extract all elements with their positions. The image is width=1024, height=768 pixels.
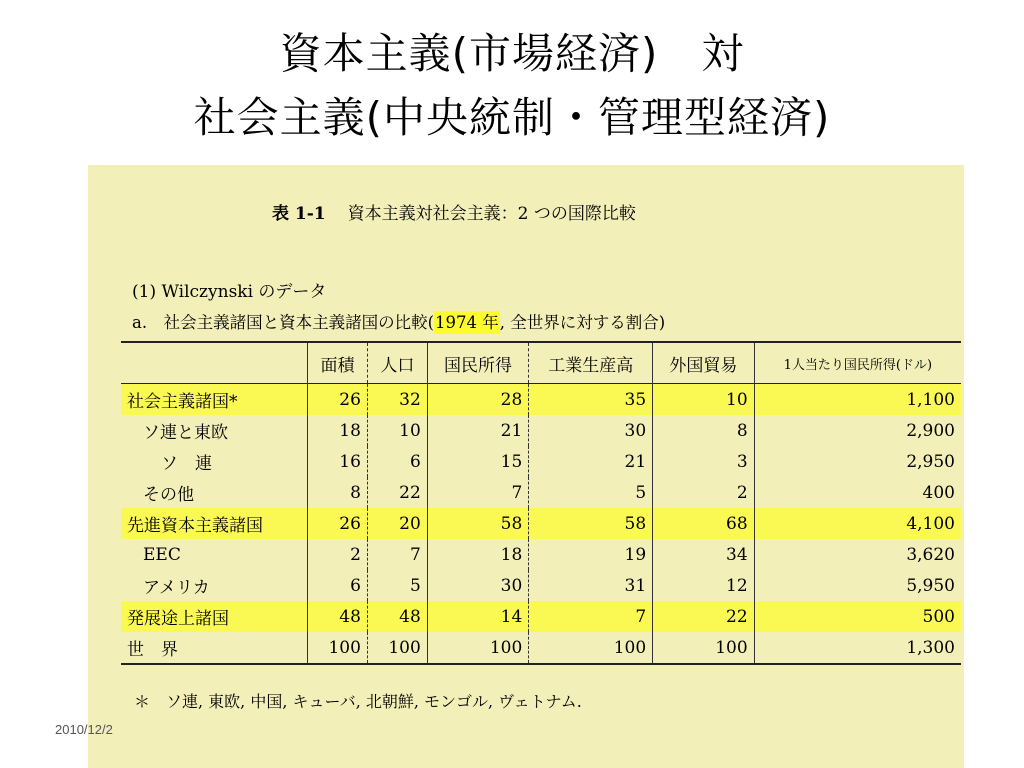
cell-foreign-trade: 10 bbox=[653, 384, 754, 416]
header-foreign-trade: 外国貿易 bbox=[653, 342, 754, 384]
cell-foreign-trade: 100 bbox=[653, 632, 754, 664]
cell-area: 48 bbox=[308, 601, 368, 632]
cell-foreign-trade: 68 bbox=[653, 508, 754, 539]
table-row bbox=[121, 632, 961, 664]
section-heading: (1) Wilczynski のデータ bbox=[132, 282, 327, 302]
cell-industrial-output: 5 bbox=[529, 477, 653, 508]
cell-area: 2 bbox=[308, 539, 368, 570]
cell-population: 7 bbox=[367, 539, 427, 570]
cell-population: 10 bbox=[367, 415, 427, 446]
cell-foreign-trade: 3 bbox=[653, 446, 754, 477]
table-row bbox=[121, 601, 961, 632]
row-label: 世 界 bbox=[127, 640, 178, 660]
cell-income-per-capita: 400 bbox=[754, 477, 961, 508]
row-label: ソ 連 bbox=[161, 454, 212, 474]
cell-industrial-output: 21 bbox=[529, 446, 653, 477]
table-number: 表 1-1 bbox=[272, 204, 326, 224]
cell-industrial-output: 7 bbox=[529, 601, 653, 632]
cell-national-income: 18 bbox=[427, 539, 528, 570]
table-row bbox=[121, 415, 961, 446]
cell-area: 26 bbox=[308, 384, 368, 416]
cell-foreign-trade: 2 bbox=[653, 477, 754, 508]
cell-income-per-capita: 1,300 bbox=[754, 632, 961, 664]
cell-national-income: 21 bbox=[427, 415, 528, 446]
cell-income-per-capita: 500 bbox=[754, 601, 961, 632]
table-header-row bbox=[121, 342, 961, 384]
table-row bbox=[121, 539, 961, 570]
cell-area: 8 bbox=[308, 477, 368, 508]
cell-national-income: 14 bbox=[427, 601, 528, 632]
cell-foreign-trade: 34 bbox=[653, 539, 754, 570]
header-label bbox=[121, 342, 308, 384]
row-label: 発展途上諸国 bbox=[121, 601, 308, 632]
cell-population: 20 bbox=[367, 508, 427, 539]
header-industrial-output: 工業生産高 bbox=[529, 342, 653, 384]
title-line-1: 資本主義(市場経済) 対 bbox=[279, 29, 745, 78]
table-row bbox=[121, 477, 961, 508]
cell-national-income: 58 bbox=[427, 508, 528, 539]
table-row bbox=[121, 570, 961, 601]
cell-income-per-capita: 2,900 bbox=[754, 415, 961, 446]
subsection-text-pre: a. 社会主義諸国と資本主義諸国の比較( bbox=[132, 313, 435, 332]
table-row bbox=[121, 446, 961, 477]
table-title: 資本主義対社会主義：2 つの国際比較 bbox=[347, 204, 636, 224]
cell-national-income: 7 bbox=[427, 477, 528, 508]
cell-income-per-capita: 4,100 bbox=[754, 508, 961, 539]
slide-date: 2010/12/2 bbox=[55, 722, 113, 737]
cell-population: 5 bbox=[367, 570, 427, 601]
cell-industrial-output: 19 bbox=[529, 539, 653, 570]
highlighted-year: 1974 年 bbox=[435, 313, 499, 332]
scanned-page-image bbox=[88, 165, 964, 768]
cell-national-income: 30 bbox=[427, 570, 528, 601]
subsection-text-post: , 全世界に対する割合) bbox=[499, 313, 666, 332]
cell-national-income: 28 bbox=[427, 384, 528, 416]
comparison-table bbox=[121, 341, 961, 665]
table-caption bbox=[272, 199, 636, 224]
cell-population: 6 bbox=[367, 446, 427, 477]
row-label: その他 bbox=[143, 485, 194, 505]
slide-title bbox=[0, 22, 1024, 150]
cell-population: 22 bbox=[367, 477, 427, 508]
cell-area: 16 bbox=[308, 446, 368, 477]
table-row bbox=[121, 508, 961, 539]
cell-income-per-capita: 1,100 bbox=[754, 384, 961, 416]
subsection-heading bbox=[132, 309, 665, 333]
table-footnote: ＊ ソ連, 東欧, 中国, キューバ, 北朝鮮, モンゴル, ヴェトナム. bbox=[134, 692, 582, 711]
table-row bbox=[121, 384, 961, 416]
cell-area: 100 bbox=[308, 632, 368, 664]
row-label: ソ連と東欧 bbox=[143, 423, 228, 443]
cell-income-per-capita: 3,620 bbox=[754, 539, 961, 570]
title-line-2: 社会主義(中央統制・管理型経済) bbox=[193, 93, 831, 142]
cell-income-per-capita: 2,950 bbox=[754, 446, 961, 477]
header-area: 面積 bbox=[308, 342, 368, 384]
header-population: 人口 bbox=[367, 342, 427, 384]
header-national-income: 国民所得 bbox=[427, 342, 528, 384]
row-label: 先進資本主義諸国 bbox=[121, 508, 308, 539]
cell-foreign-trade: 8 bbox=[653, 415, 754, 446]
cell-population: 48 bbox=[367, 601, 427, 632]
cell-industrial-output: 35 bbox=[529, 384, 653, 416]
cell-industrial-output: 58 bbox=[529, 508, 653, 539]
cell-area: 18 bbox=[308, 415, 368, 446]
cell-income-per-capita: 5,950 bbox=[754, 570, 961, 601]
cell-area: 26 bbox=[308, 508, 368, 539]
cell-population: 100 bbox=[367, 632, 427, 664]
cell-industrial-output: 31 bbox=[529, 570, 653, 601]
row-label: EEC bbox=[143, 544, 181, 565]
cell-national-income: 15 bbox=[427, 446, 528, 477]
cell-industrial-output: 30 bbox=[529, 415, 653, 446]
cell-national-income: 100 bbox=[427, 632, 528, 664]
row-label: アメリカ bbox=[143, 578, 210, 598]
cell-area: 6 bbox=[308, 570, 368, 601]
header-income-per-capita: 1人当たり国民所得(ドル) bbox=[754, 342, 961, 384]
cell-foreign-trade: 12 bbox=[653, 570, 754, 601]
row-label: 社会主義諸国* bbox=[121, 384, 308, 416]
cell-population: 32 bbox=[367, 384, 427, 416]
cell-industrial-output: 100 bbox=[529, 632, 653, 664]
cell-foreign-trade: 22 bbox=[653, 601, 754, 632]
